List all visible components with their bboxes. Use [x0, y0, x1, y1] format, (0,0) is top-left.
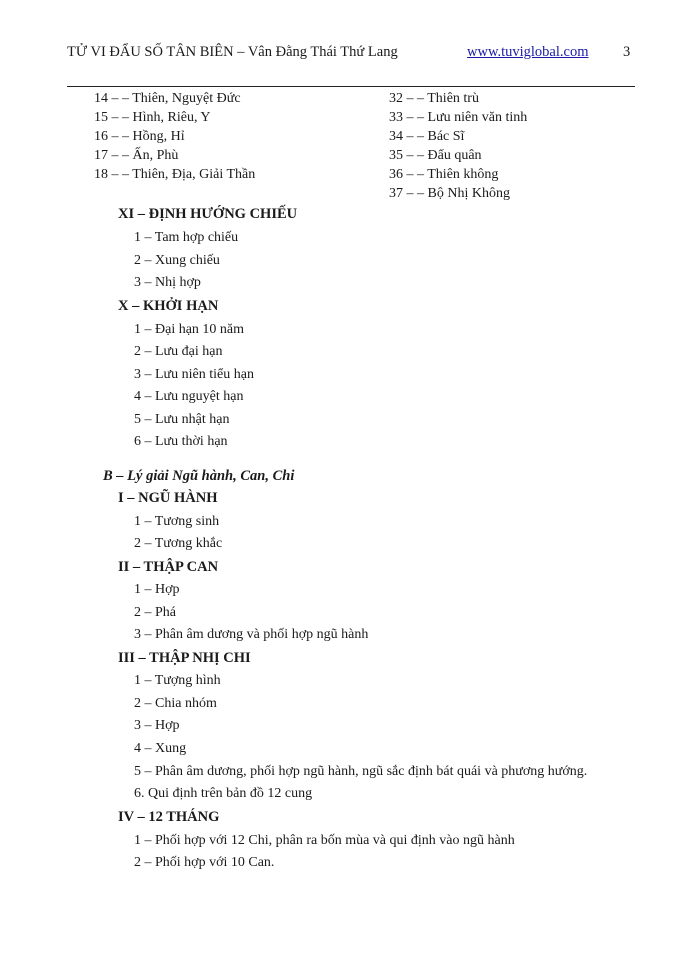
list-item: 36 – – Thiên không [389, 167, 499, 182]
list-item: 18 – – Thiên, Địa, Giải Thần [94, 167, 256, 182]
outline-item: 1 – Tam hợp chiếu [134, 230, 239, 245]
website-link[interactable]: www.tuviglobal.com [467, 44, 589, 60]
list-item: 35 – – Đẩu quân [389, 148, 482, 163]
outline-item: 4 – Xung [134, 741, 187, 756]
outline-item: 2 – Chia nhóm [134, 696, 217, 711]
part-title: B – Lý giải Ngũ hành, Can, Chi [103, 468, 295, 484]
section-heading: I – NGŨ HÀNH [118, 490, 218, 506]
list-item: 37 – – Bộ Nhị Không [389, 186, 510, 201]
list-item: 32 – – Thiên trù [389, 91, 479, 106]
outline-item: 3 – Lưu niên tiểu hạn [134, 367, 254, 382]
outline-item: 2 – Lưu đại hạn [134, 344, 223, 359]
outline-item: 1 – Đại hạn 10 năm [134, 322, 245, 337]
outline-item: 2 – Phá [134, 605, 176, 620]
outline-item: 3 – Hợp [134, 718, 180, 733]
outline-item: 3 – Nhị hợp [134, 275, 201, 290]
section-heading: IV – 12 THÁNG [118, 809, 220, 825]
page-header [67, 44, 635, 66]
section-heading: II – THẬP CAN [118, 559, 219, 575]
outline-item: 2 – Xung chiếu [134, 253, 220, 268]
star-list-left [94, 89, 255, 184]
page-number: 3 [623, 44, 631, 60]
list-item: 34 – – Bác Sĩ [389, 129, 465, 144]
section-heading: III – THẬP NHỊ CHI [118, 650, 251, 666]
outline-item: 6 – Lưu thời hạn [134, 434, 228, 449]
outline-item: 5 – Lưu nhật hạn [134, 412, 230, 427]
section-heading: XI – ĐỊNH HƯỚNG CHIẾU [118, 206, 298, 222]
outline-item: 2 – Tương khắc [134, 536, 223, 551]
outline-item: 1 – Tương sinh [134, 514, 220, 529]
document-title: TỬ VI ĐẨU SỐ TÂN BIÊN – Vân Đằng Thái Thứ Lang [67, 44, 398, 60]
outline-item: 4 – Lưu nguyệt hạn [134, 389, 244, 404]
outline-item: 1 – Phối hợp với 12 Chi, phân ra bốn mùa và qui định vào ngũ hành [134, 833, 515, 848]
list-item: 14 – – Thiên, Nguyệt Đức [94, 91, 241, 106]
star-list-right [389, 89, 527, 203]
outline-item: 1 – Tượng hình [134, 673, 221, 688]
list-item: 15 – – Hình, Riêu, Y [94, 110, 211, 125]
section-heading: X – KHỞI HẠN [118, 298, 219, 314]
list-item: 33 – – Lưu niên văn tinh [389, 110, 528, 125]
list-item: 17 – – Ấn, Phù [94, 148, 179, 163]
outline-item: 3 – Phân âm dương và phối hợp ngũ hành [134, 627, 369, 642]
outline-item: 6. Qui định trên bản đồ 12 cung [134, 786, 313, 801]
header-divider [67, 86, 635, 87]
outline-item: 2 – Phối hợp với 10 Can. [134, 855, 275, 870]
list-item: 16 – – Hồng, Hỉ [94, 129, 185, 144]
outline-item: 1 – Hợp [134, 582, 180, 597]
outline-item: 5 – Phân âm dương, phối hợp ngũ hành, ngũ sắc định bát quái và phương hướng. [134, 764, 588, 779]
